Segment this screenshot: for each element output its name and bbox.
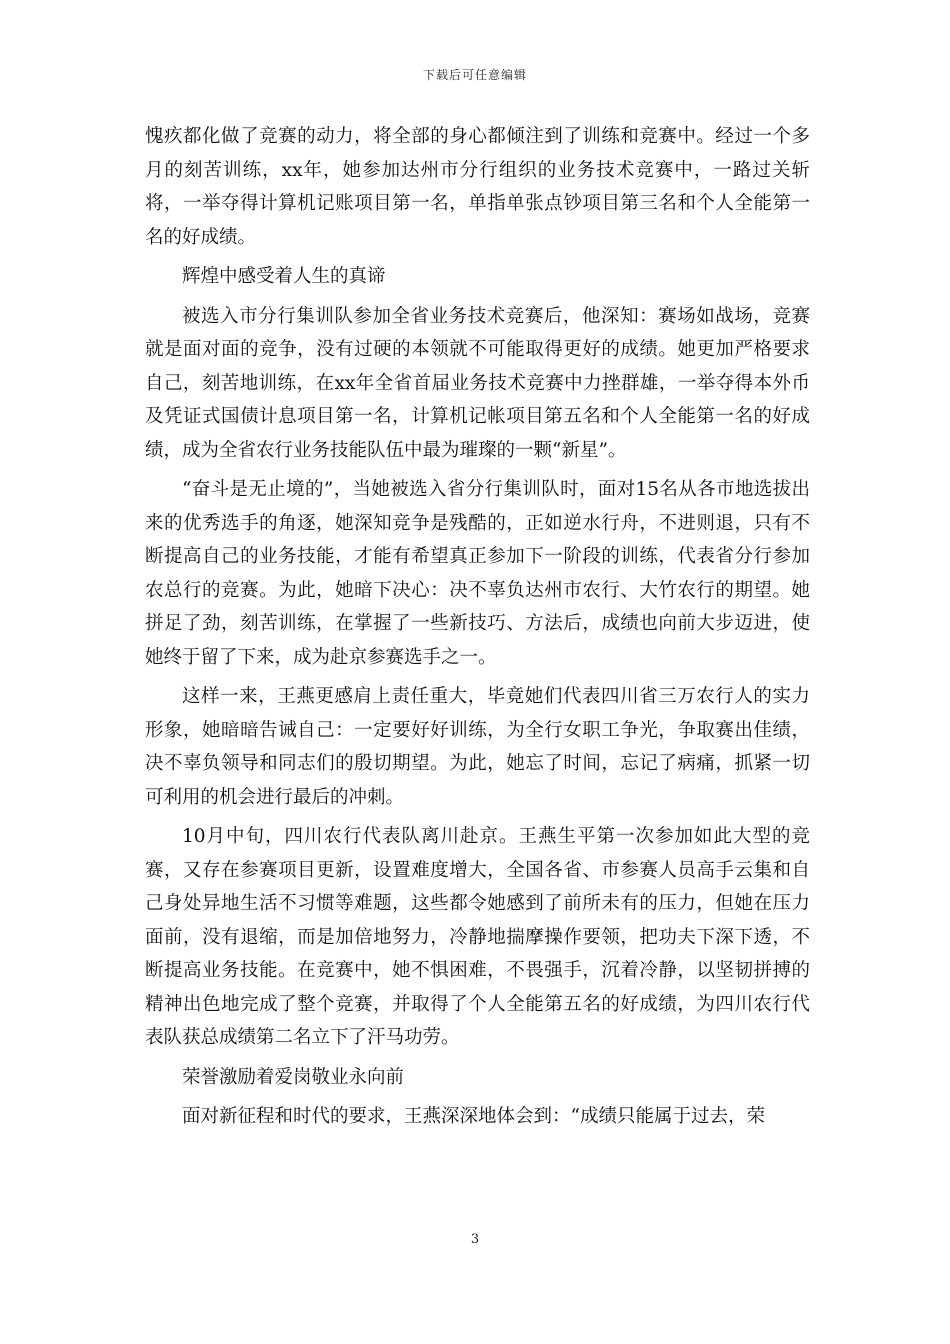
paragraph: 面对新征程和时代的要求，王燕深深地体会到：“成绩只能属于过去，荣 bbox=[182, 1106, 765, 1127]
section-heading-brilliance: 辉煌中感受着人生的真谛 bbox=[182, 266, 386, 287]
paragraph: 这样一来，王燕更感肩上责任重大，毕竟她们代表四川省三万农行人的实力形象，她暗暗告诫自己：一定要好好训练，为全行女职工争光，争取赛出佳绩，决不辜负领导和同志们的殷切期望。为此，她忘了时间，忘记了病痛，抓紧一切可利用的机会进行最后的冲刺。 bbox=[145, 686, 810, 808]
page-number: 3 bbox=[470, 1232, 480, 1247]
paragraph: “奋斗是无止境的”，当她被选入省分行集训队时，面对15名从各市地选拔出来的优秀选手的角逐，她深知竞争是残酷的，正如逆水行舟，不进则退，只有不断提高自己的业务技能，才能有希望真正参加下一阶段的训练，代表省分行参加农总行的竞赛。为此，她暗下决心：决不辜负达州市农行、大竹农行的期望。她拼足了劲，刻苦训练，在掌握了一些新技巧、方法后，成绩也向前大步迈进，使她终于留了下来，成为赴京参赛选手之一。 bbox=[145, 479, 810, 668]
page-header: 下载后可任意编辑 bbox=[422, 68, 527, 82]
section-heading-honor: 荣誉激励着爱岗敬业永向前 bbox=[182, 1066, 405, 1088]
paragraph: 被选入市分行集训队参加全省业务技术竞赛后，他深知：赛场如战场，竞赛就是面对面的竞争，没有过硬的本领就不可能取得更好的成绩。她更加严格要求自己，刻苦地训练，在xx年全省首届业务技术竞赛中力挫群雄，一举夺得本外币及凭证式国债计息项目第一名，计算机记帐项目第五名和个人全能第一名的好成绩，成为全省农行业务技能队伍中最为璀璨的一颗“新星”。 bbox=[145, 305, 810, 461]
document-body bbox=[145, 120, 810, 1140]
paragraph-continuation: 愧疚都化做了竞赛的动力，将全部的身心都倾注到了训练和竞赛中。经过一个多月的刻苦训练，xx年，她参加达州市分行组织的业务技术竞赛中，一路过关斩将，一举夺得计算机记账项目第一名，单指单张点钞项目第三名和个人全能第一名的好成绩。 bbox=[145, 126, 810, 248]
paragraph: 10月中旬，四川农行代表队离川赴京。王燕生平第一次参加如此大型的竞赛，又存在参赛项目更新，设置难度增大，全国各省、市参赛人员高手云集和自己身处异地生活不习惯等难题，这些都令她感到了前所未有的压力，但她在压力面前，没有退缩，而是加倍地努力，冷静地揣摩操作要领，把功夫下深下透，不断提高业务技能。在竞赛中，她不惧困难，不畏强手，沉着冷静，以坚韧拼搏的精神出色地完成了整个竞赛，并取得了个人全能第五名的好成绩，为四川农行代表队获总成绩第二名立下了汗马功劳。 bbox=[145, 826, 810, 1048]
